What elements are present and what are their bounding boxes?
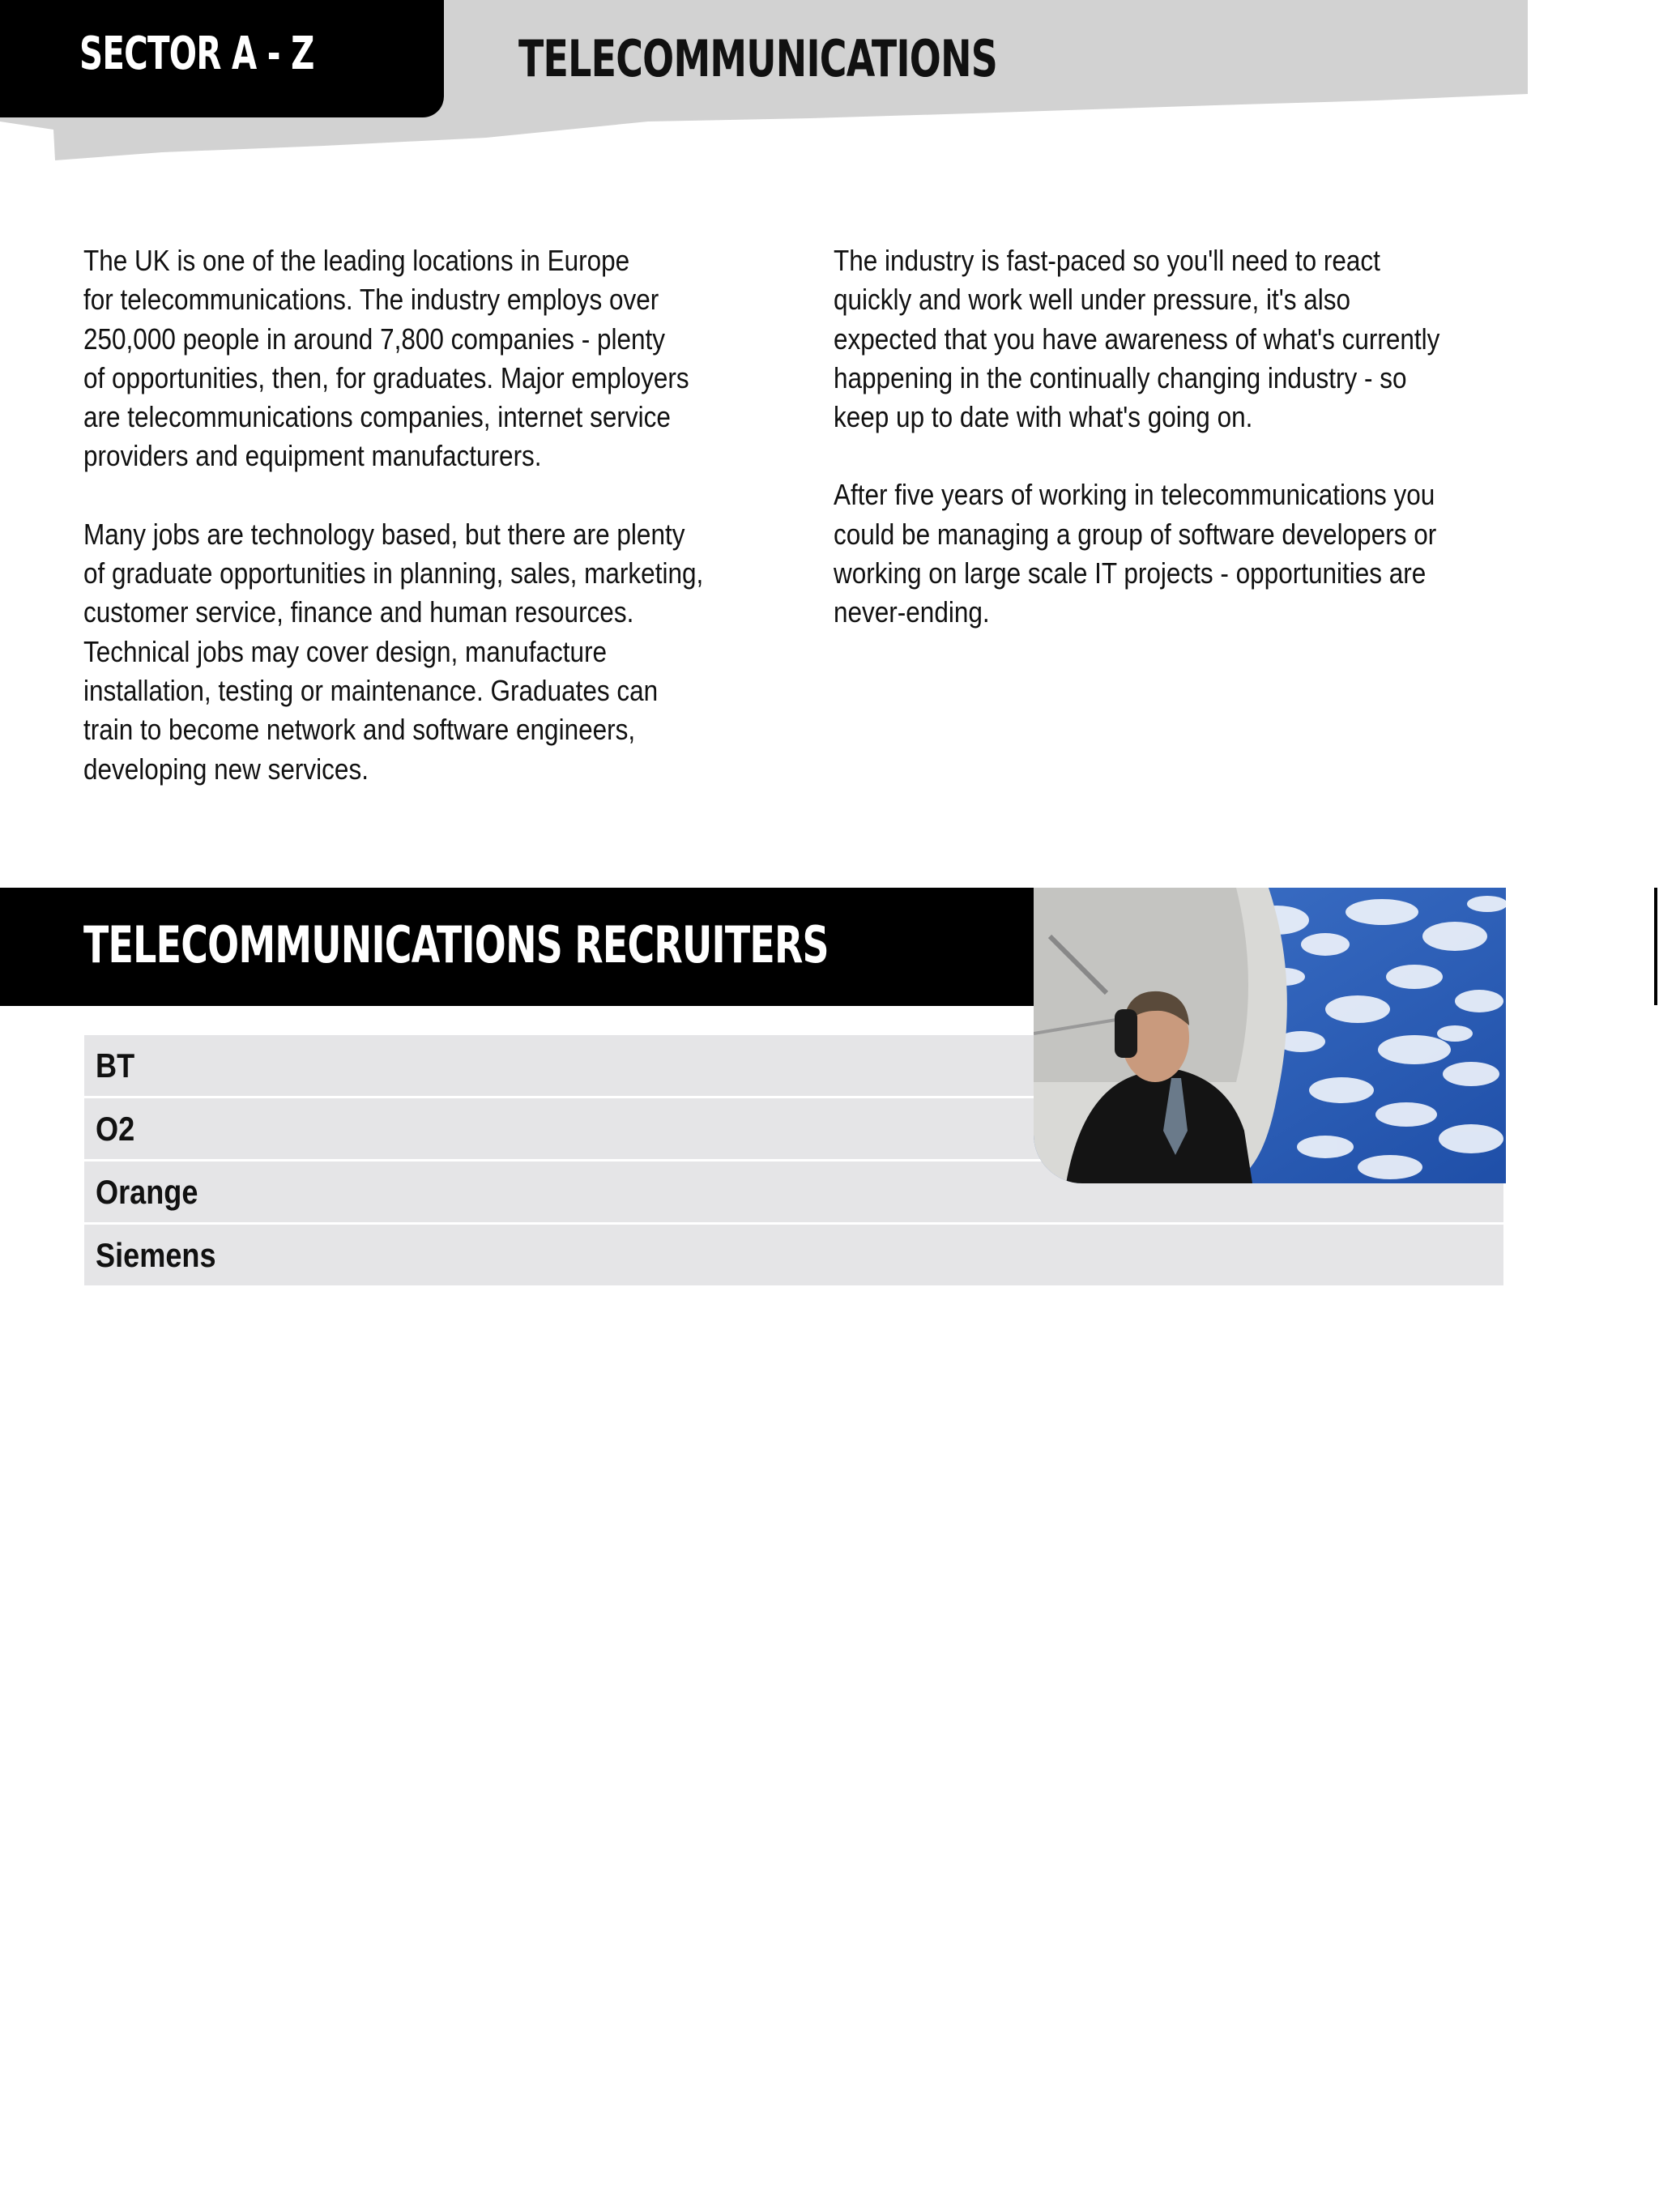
intro-paragraph: The industry is fast-paced so you'll need to react quickly and work well under pressure, it's also expected that you have awareness of what's currently happening in the continually changing industry - so keep up to date with what's going on. bbox=[834, 244, 1440, 434]
recruiter-name: O2 bbox=[96, 1109, 135, 1148]
intro-paragraph: Many jobs are technology based, but there are plenty of graduate opportunities in planning, sales, marketing, customer service, finance and human resources. Technical jobs may cover design, manufacture installation, testing or maintenance. Graduates can train to become network and software engineers, developing new services. bbox=[83, 517, 704, 786]
page-title: TELECOMMUNICATIONS bbox=[518, 29, 998, 88]
sector-label: SECTOR A - Z bbox=[79, 28, 314, 80]
recruiter-name: Orange bbox=[96, 1172, 198, 1211]
intro-column-right bbox=[834, 241, 1526, 671]
intro-paragraph: The UK is one of the leading locations in Europe for telecommunications. The industry employs over 250,000 people in around 7,800 companies - plenty of opportunities, then, for graduates. Major employers are telecommunications companies, internet service providers and equipment manufacturers. bbox=[83, 244, 689, 473]
recruiters-title: TELECOMMUNICATIONS RECRUITERS bbox=[83, 915, 829, 974]
recruiter-name: BT bbox=[96, 1046, 135, 1085]
intro-paragraph: After five years of working in telecommunications you could be managing a group of software developers or working on large scale IT projects - opportunities are never-ending. bbox=[834, 478, 1437, 629]
intro-column-left bbox=[83, 241, 792, 828]
recruiter-name: Siemens bbox=[96, 1235, 216, 1274]
page-edge-mark bbox=[1654, 888, 1657, 1005]
man-on-phone-sky-photo bbox=[1034, 888, 1506, 1183]
recruiter-row bbox=[84, 1225, 1503, 1285]
